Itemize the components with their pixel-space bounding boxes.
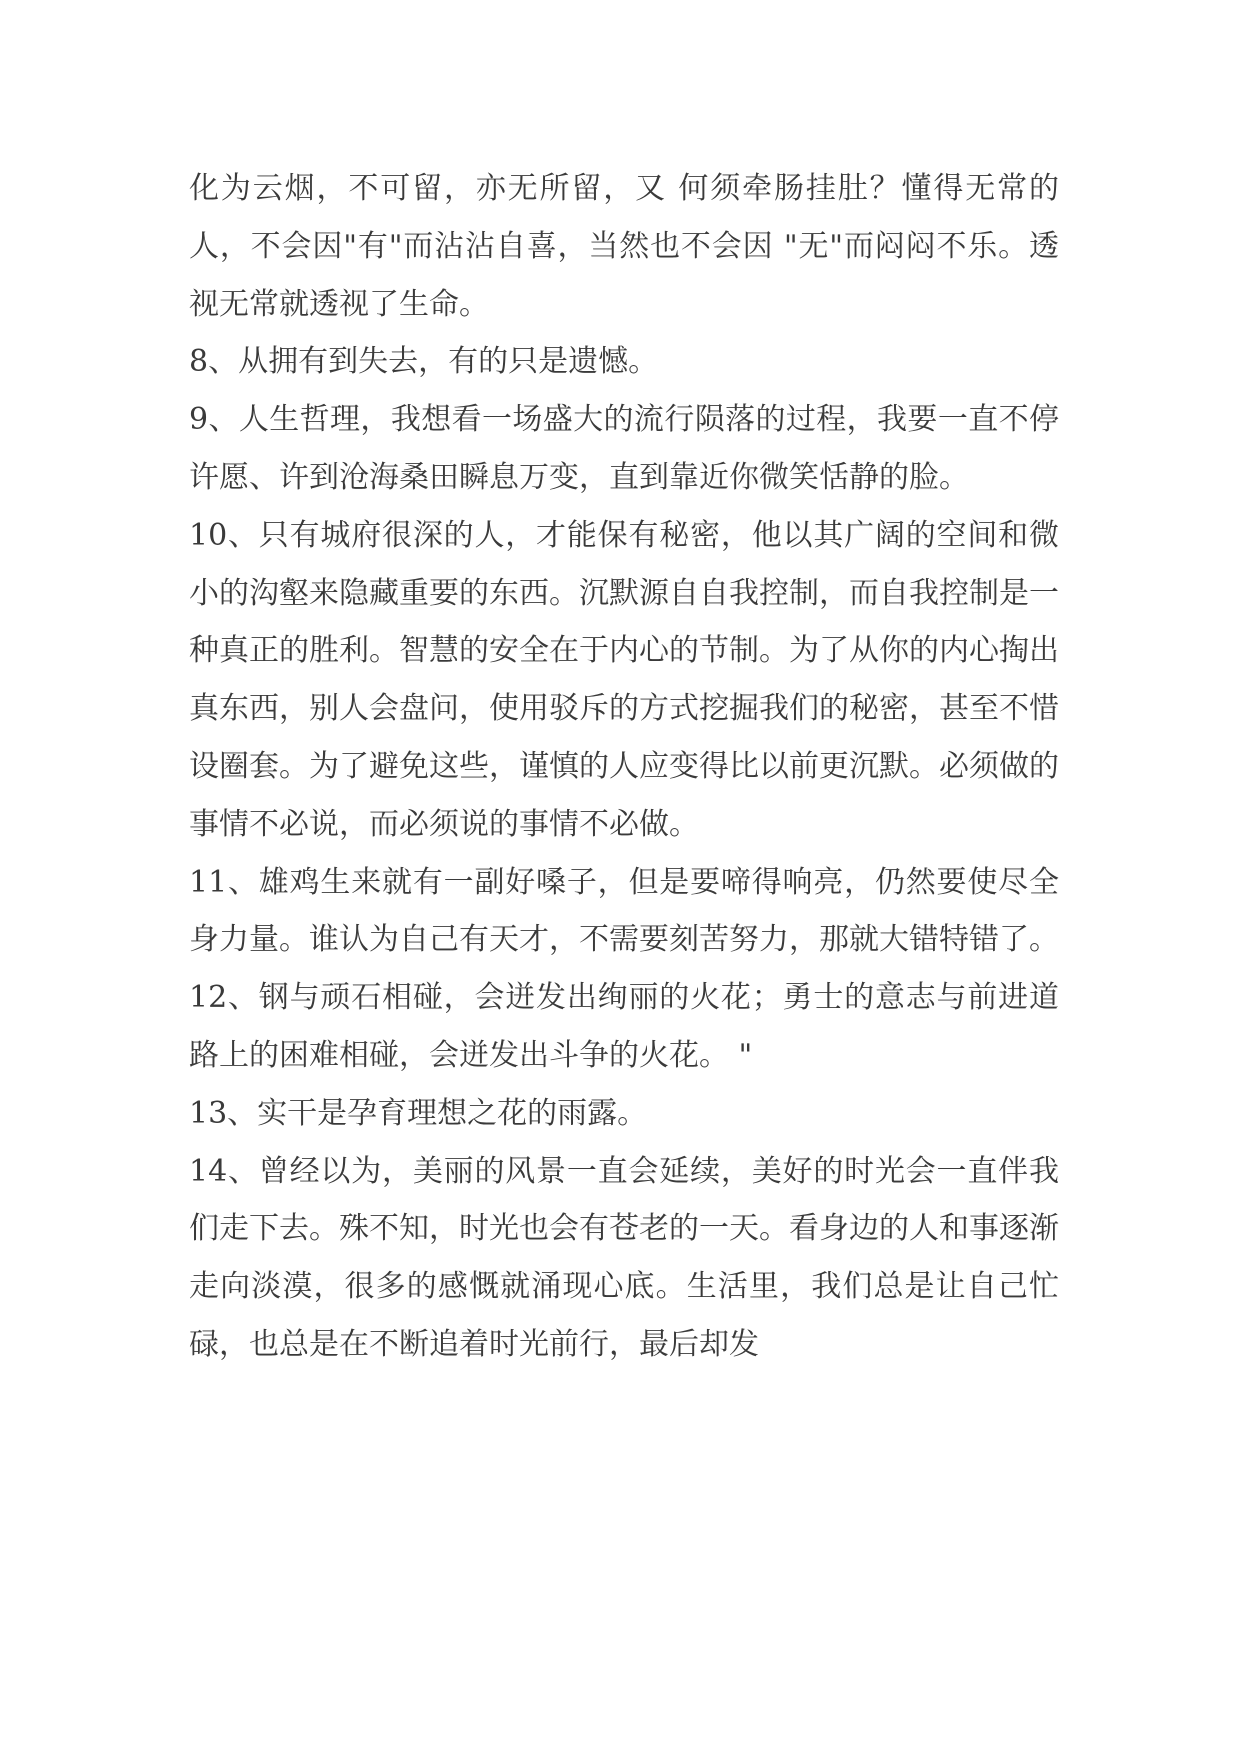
document-body xyxy=(189,160,1059,1374)
paragraph-continuation: 化为云烟，不可留，亦无所留，又 何须牵肠挂肚？懂得无常的人，不会因"有"而沾沾自喜，当然也不会因 "无"而闷闷不乐。透视无常就透视了生命。 xyxy=(189,171,1059,322)
paragraph-item-13: 13、实干是孕育理想之花的雨露。 xyxy=(189,1095,648,1131)
paragraph-item-8: 8、从拥有到失去，有的只是遗憾。 xyxy=(189,344,659,380)
paragraph-item-12: 12、钢与顽石相碰，会迸发出绚丽的火花；勇士的意志与前进道路上的困难相碰，会迸发出斗争的火花。 " xyxy=(189,980,1059,1073)
paragraph-item-14: 14、曾经以为，美丽的风景一直会延续，美好的时光会一直伴我们走下去。殊不知，时光也会有苍老的一天。看身边的人和事逐渐走向淡漠，很多的感慨就涌现心底。生活里，我们总是让自己忙碌，也总是在不断追着时光前行，最后却发 xyxy=(189,1153,1059,1362)
paragraph-item-10: 10、只有城府很深的人，才能保有秘密，他以其广阔的空间和微小的沟壑来隐藏重要的东西。沉默源自自我控制，而自我控制是一种真正的胜利。智慧的安全在于内心的节制。为了从你的内心掏出真东西，别人会盘问，使用驳斥的方式挖掘我们的秘密，甚至不惜设圈套。为了避免这些，谨慎的人应变得比以前更沉默。必须做的事情不必说，而必须说的事情不必做。 xyxy=(189,517,1059,842)
paragraph-item-9: 9、人生哲理，我想看一场盛大的流行陨落的过程，我要一直不停许愿、许到沧海桑田瞬息万变，直到靠近你微笑恬静的脸。 xyxy=(189,402,1059,495)
paragraph-item-11: 11、雄鸡生来就有一副好嗓子，但是要啼得响亮，仍然要使尽全身力量。谁认为自己有天才，不需要刻苦努力，那就大错特错了。 xyxy=(189,864,1059,958)
